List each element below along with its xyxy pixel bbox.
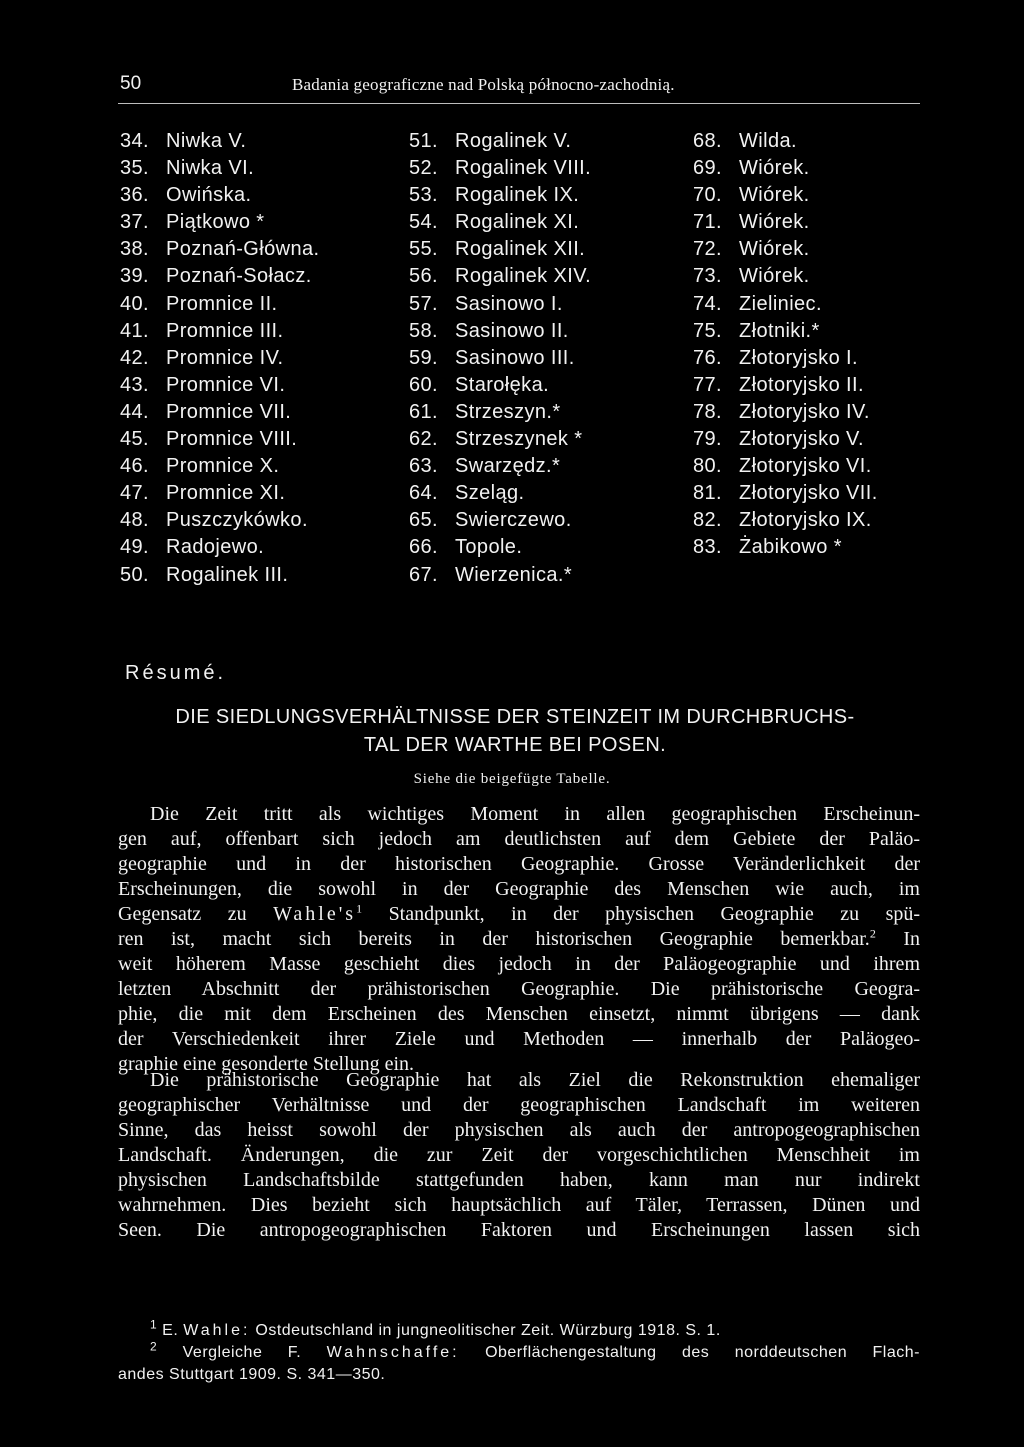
site-name: Radojewo. [166, 536, 265, 559]
site-list-item [693, 345, 878, 372]
site-name: Złotoryjsko VII. [739, 482, 878, 505]
site-number: 81. [693, 482, 723, 505]
text-line: der Verschiedenkeit ihrer Ziele und Methoden — innerhalb der Paläogeo- [118, 1028, 920, 1050]
site-list-item [409, 480, 591, 507]
site-number: 45. [120, 428, 150, 451]
site-number: 64. [409, 482, 439, 505]
site-name: Piątkowo * [166, 211, 265, 234]
site-number: 77. [693, 373, 723, 396]
footnote-2-continued: andes Stuttgart 1909. S. 341—350. [118, 1366, 386, 1383]
site-name: Wiórek. [739, 184, 810, 207]
site-list-item [120, 318, 319, 345]
site-list-item [693, 453, 878, 480]
site-number: 53. [409, 184, 439, 207]
site-number: 42. [120, 346, 150, 369]
site-list-item [693, 534, 878, 561]
site-list-item [120, 399, 319, 426]
site-name: Niwka V. [166, 130, 247, 152]
site-number: 60. [409, 373, 439, 396]
text-line: weit höherem Masse geschieht dies jedoch in der Paläogeographie und ihrem [118, 953, 920, 975]
site-number: 75. [693, 319, 723, 342]
site-number: 52. [409, 157, 439, 180]
site-name: Wiórek. [739, 211, 810, 234]
site-number: 34. [120, 130, 150, 152]
site-name: Rogalinek III. [166, 563, 289, 586]
site-list-item [120, 562, 319, 589]
site-number: 78. [693, 400, 723, 423]
site-name: Promnice IV. [166, 346, 284, 369]
site-number: 68. [693, 130, 723, 152]
site-number: 56. [409, 265, 439, 288]
site-list-item [120, 155, 319, 182]
site-number: 40. [120, 292, 150, 315]
site-list-item [120, 534, 319, 561]
site-name: Sasinowo II. [455, 319, 569, 342]
site-list-item [693, 291, 878, 318]
site-number: 65. [409, 509, 439, 532]
site-list-item [409, 291, 591, 318]
table-reference-note: Siehe die beigefügte Tabelle. [413, 771, 611, 787]
running-header [120, 73, 920, 97]
site-list-item [409, 182, 591, 209]
text-line: Seen. Die antropogeographischen Faktoren und Erscheinungen lassen sich [118, 1219, 920, 1241]
site-list-item [409, 372, 591, 399]
site-list-item [120, 236, 319, 263]
site-name: Wilda. [739, 130, 797, 152]
text-line: geographie und in der historischen Geographie. Grosse Veränderlichkeit der [118, 853, 920, 875]
resume-label: Résumé. [125, 662, 227, 684]
site-name: Wiórek. [739, 157, 810, 180]
site-name: Owińska. [166, 184, 252, 207]
text-line: graphie eine gesonderte Stellung ein. [118, 1053, 415, 1075]
site-number: 37. [120, 211, 150, 234]
site-list-item [409, 236, 591, 263]
header-rule [118, 103, 920, 104]
author-name: Wahle's [273, 903, 357, 925]
resume-heading-line-2: TAL DER WARTHE BEI POSEN. [363, 734, 667, 756]
site-name: Złotoryjsko IV. [739, 400, 870, 423]
site-name: Promnice VIII. [166, 428, 298, 451]
site-name: Promnice VI. [166, 373, 286, 396]
site-name: Wiórek. [739, 238, 810, 261]
site-list-item [120, 291, 319, 318]
site-number: 70. [693, 184, 723, 207]
site-number: 44. [120, 400, 150, 423]
page-number: 50 [120, 73, 142, 94]
site-number: 62. [409, 428, 439, 451]
site-number: 47. [120, 482, 150, 505]
site-list-item [693, 399, 878, 426]
site-list-item [409, 562, 591, 589]
text-line: physischen Landschaftsbilde stattgefunden haben, kann man nur indirekt [118, 1169, 920, 1191]
site-name: Strzeszynek * [455, 428, 583, 451]
site-number: 48. [120, 509, 150, 532]
site-list-item [409, 128, 591, 155]
site-list-item [120, 426, 319, 453]
text-line: phie, die mit dem Erscheinen des Menschen einsetzt, nimmt übrigens — dank [118, 1003, 920, 1025]
site-name: Swarzędz.* [455, 455, 561, 478]
site-name: Rogalinek XIV. [455, 265, 592, 288]
resume-heading-line-1: DIE SIEDLUNGSVERHÄLTNISSE DER STEINZEIT IM DURCHBRUCHS- [175, 706, 855, 728]
site-name: Poznań-Główna. [166, 238, 320, 261]
site-number: 39. [120, 265, 150, 288]
site-list-column-3 [693, 128, 878, 562]
text-line: ren ist, macht sich bereits in der historischen Geographie bemerkbar.$^2$ In [118, 926, 920, 950]
site-name: Rogalinek XI. [455, 211, 580, 234]
site-number: 69. [693, 157, 723, 180]
site-list-item [409, 426, 591, 453]
text-line: Sinne, das heisst sowohl der physischen als auch der antropogeographischen [118, 1119, 920, 1141]
site-list-item [693, 182, 878, 209]
site-number: 67. [409, 563, 439, 586]
site-name: Złotoryjsko II. [739, 373, 864, 396]
site-list-item [120, 263, 319, 290]
site-number: 61. [409, 400, 439, 423]
site-list-item [693, 209, 878, 236]
site-list-item [120, 182, 319, 209]
site-number: 35. [120, 157, 150, 180]
site-name: Strzeszyn.* [455, 400, 561, 423]
site-number: 76. [693, 346, 723, 369]
site-list-item [693, 128, 878, 155]
site-name: Wierzenica.* [455, 563, 573, 586]
site-name: Poznań-Sołacz. [166, 265, 312, 288]
site-name: Złotoryjsko VI. [739, 455, 872, 478]
site-number: 83. [693, 536, 723, 559]
site-list-item [693, 507, 878, 534]
site-name: Topole. [455, 536, 523, 559]
site-list-column-1 [120, 128, 319, 589]
site-name: Promnice X. [166, 455, 280, 478]
site-number: 43. [120, 373, 150, 396]
site-name: Promnice XI. [166, 482, 286, 505]
site-name: Promnice VII. [166, 400, 292, 423]
site-list-item [409, 507, 591, 534]
site-list-item [409, 155, 591, 182]
site-name: Sasinowo I. [455, 292, 563, 315]
site-list-item [120, 480, 319, 507]
site-list-item [409, 263, 591, 290]
site-name: Promnice III. [166, 319, 284, 342]
site-list-column-2 [409, 128, 591, 589]
site-name: Złotoryjsko I. [739, 346, 858, 369]
site-list-item [693, 155, 878, 182]
site-name: Wiórek. [739, 265, 810, 288]
text-line: gen auf, offenbart sich jedoch am deutlichsten auf dem Gebiete der Paläo- [118, 828, 920, 850]
site-name: Rogalinek V. [455, 130, 572, 152]
site-number: 38. [120, 238, 150, 261]
site-number: 73. [693, 265, 723, 288]
site-list-item [409, 318, 591, 345]
site-name: Złotoryjsko IX. [739, 509, 872, 532]
site-number: 79. [693, 428, 723, 451]
site-number: 71. [693, 211, 723, 234]
site-number: 36. [120, 184, 150, 207]
site-number: 57. [409, 292, 439, 315]
site-number: 50. [120, 563, 150, 586]
site-list-item [693, 263, 878, 290]
site-name: Szeląg. [455, 482, 525, 505]
site-number: 54. [409, 211, 439, 234]
text-line: wahrnehmen. Dies bezieht sich hauptsächlich auf Täler, Terrassen, Dünen und [118, 1194, 920, 1216]
text-line: letzten Abschnitt der prähistorischen Geographie. Die prähistorische Geogra- [118, 978, 920, 1000]
site-number: 63. [409, 455, 439, 478]
text-line: Die prähistorische Geographie hat als Ziel die Rekonstruktion ehemaliger [150, 1069, 920, 1091]
text-line: Die Zeit tritt als wichtiges Moment in allen geographischen Erscheinun- [150, 803, 920, 825]
text-line: geographischer Verhältnisse und der geographischen Landschaft im weiteren [118, 1094, 920, 1116]
site-list-item [120, 128, 319, 155]
site-name: Promnice II. [166, 292, 278, 315]
site-number: 74. [693, 292, 723, 315]
text-line: Gegensatz zu $Wahle's^1$ Standpunkt, in der physischen Geographie zu spü- [118, 901, 921, 925]
footnote-mark: 2 [869, 926, 876, 941]
site-name: Złotniki.* [739, 319, 820, 342]
site-name: Puszczykówko. [166, 509, 308, 532]
site-list-item [120, 453, 319, 480]
site-number: 46. [120, 455, 150, 478]
site-number: 72. [693, 238, 723, 261]
site-name: Złotoryjsko V. [739, 428, 864, 451]
footnote-mark: 1 [356, 901, 363, 916]
site-name: Sasinowo III. [455, 346, 575, 369]
site-number: 80. [693, 455, 723, 478]
site-list-item [409, 453, 591, 480]
site-number: 58. [409, 319, 439, 342]
site-number: 82. [693, 509, 723, 532]
site-name: Zieliniec. [739, 292, 822, 315]
site-list-item [693, 318, 878, 345]
site-number: 66. [409, 536, 439, 559]
site-list-item [409, 399, 591, 426]
site-list-item [693, 426, 878, 453]
site-list-item [120, 507, 319, 534]
site-list-item [409, 209, 591, 236]
footnote-2: $^2$ Vergleiche F. Wahnschaffe: Oberflächengestaltung des norddeutschen Flach- [150, 1339, 920, 1361]
site-name: Rogalinek XII. [455, 238, 586, 261]
site-number: 49. [120, 536, 150, 559]
site-list-item [120, 372, 319, 399]
site-name: Starołęka. [455, 373, 550, 396]
site-number: 55. [409, 238, 439, 261]
site-number: 59. [409, 346, 439, 369]
site-name: Swierczewo. [455, 509, 572, 532]
site-name: Rogalinek VIII. [455, 157, 592, 180]
text-line: Erscheinungen, die sowohl in der Geographie des Menschen wie auch, im [118, 878, 920, 900]
site-number: 41. [120, 319, 150, 342]
text-line: Landschaft. Änderungen, die zur Zeit der vorgeschichtlichen Menschheit im [118, 1144, 920, 1166]
site-list-item [120, 209, 319, 236]
site-list-item [120, 345, 319, 372]
site-list-item [409, 534, 591, 561]
site-list-item [693, 480, 878, 507]
site-name: Rogalinek IX. [455, 184, 580, 207]
site-name: Żabikowo * [739, 536, 842, 559]
site-list-item [693, 372, 878, 399]
site-list-item [693, 236, 878, 263]
site-number: 51. [409, 130, 439, 152]
footnote-1: $^1$ E. Wahle: Ostdeutschland in jungneolitischer Zeit. Würzburg 1918. S. 1. [150, 1317, 721, 1339]
site-name: Niwka VI. [166, 157, 255, 180]
running-title: Badania geograficzne nad Polską północno-zachodnią. [292, 75, 675, 94]
site-list-item [409, 345, 591, 372]
